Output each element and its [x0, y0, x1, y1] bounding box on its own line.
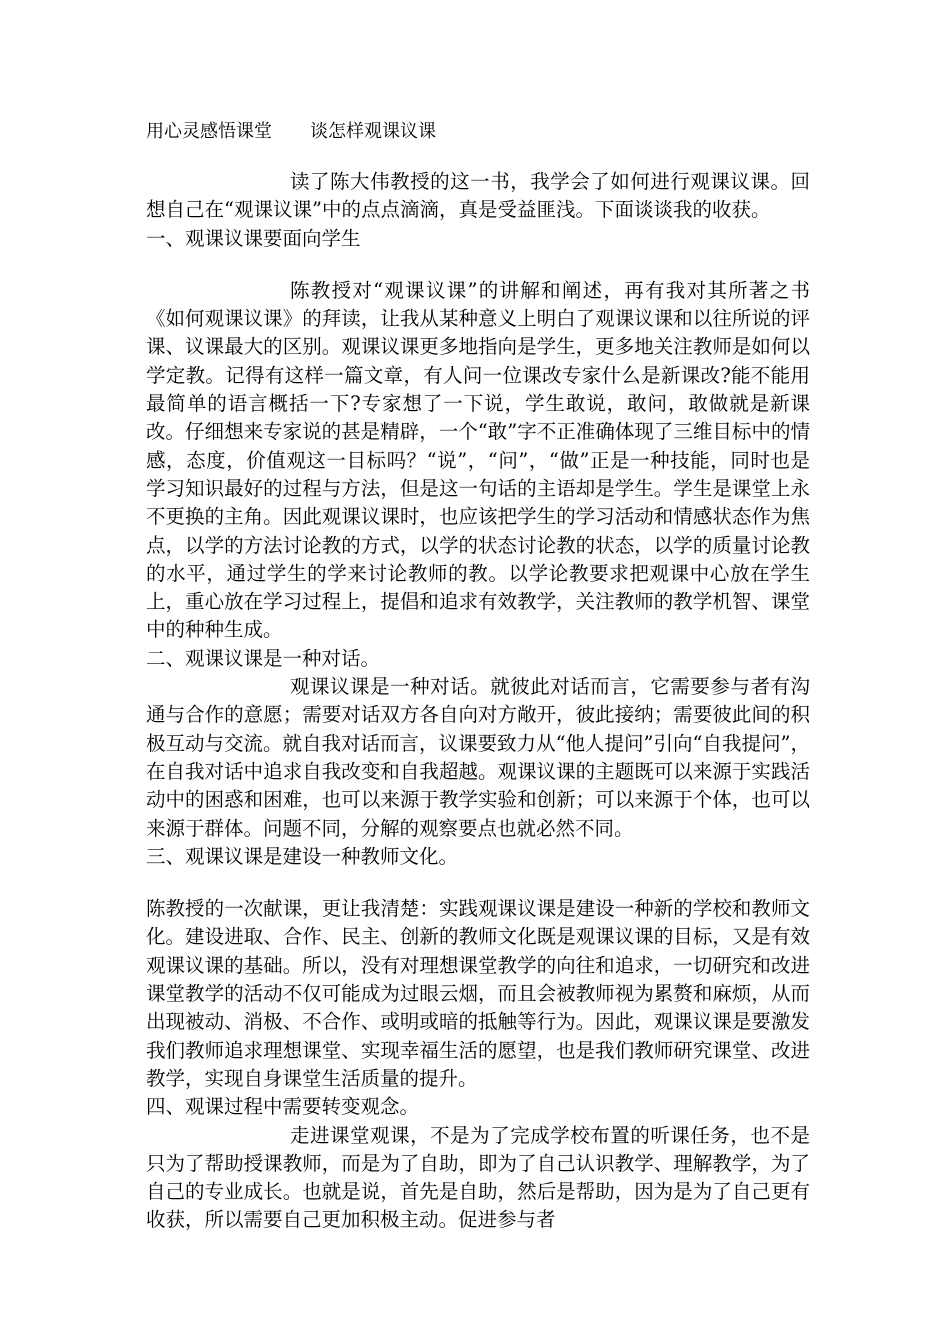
document-title	[146, 118, 810, 146]
section-1-body: 陈教授对“观课议课”的讲解和阐述，再有我对其所著之书《如何观课议课》的拜读，让我从某种意义上明白了观课议课和以往所说的评课、议课最大的区别。观课议课更多地指向是学生，更多地关注教师是如何以学定教。记得有这样一篇文章，有人问一位课改专家什么是新课改?能不能用最简单的语言概括一下?专家想了一下说，学生敢说，敢问，敢做就是新课改。仔细想来专家说的甚是精辟，一个“敢”字不正准确体现了三维目标中的情感，态度，价值观这一目标吗？“说”，“问”，“做”正是一种技能，同时也是学习知识最好的过程与方法，但是这一句话的主语却是学生。学生是课堂上永不更换的主角。因此观课议课时，也应该把学生的学习活动和情感状态作为焦点，以学的方法讨论教的方式，以学的状态讨论教的状态，以学的质量讨论教的水平，通过学生的学来讨论教师的教。以学论教要求把观课中心放在学生上，重心放在学习过程上，提倡和追求有效教学，关注教师的教学机智、课堂中的种种生成。	[146, 278, 810, 642]
title-subtitle: 谈怎样观课议课	[310, 121, 436, 142]
title-main: 用心灵感悟课堂	[146, 121, 272, 142]
section-2-body: 观课议课是一种对话。就彼此对话而言，它需要参与者有沟通与合作的意愿；需要对话双方各自向对方敞开，彼此接纳；需要彼此间的积极互动与交流。就自我对话而言，议课要致力从“他人提问”引向“自我提问”，在自我对话中追求自我改变和自我超越。观课议课的主题既可以来源于实践活动中的困惑和困难，也可以来源于教学实验和创新；可以来源于个体，也可以来源于群体。问题不同，分解的观察要点也就必然不同。	[146, 675, 810, 840]
section-3-body: 陈教授的一次献课，更让我清楚：实践观课议课是建设一种新的学校和教师文化。建设进取、合作、民主、创新的教师文化既是观课议课的目标，又是有效观课议课的基础。所以，没有对理想课堂教学的向往和追求，一切研究和改进课堂教学的活动不仅可能成为过眼云烟，而且会被教师视为累赘和麻烦，从而出现被动、消极、不合作、或明或暗的抵触等行为。因此，观课议课是要激发我们教师追求理想课堂、实现幸福生活的愿望，也是我们教师研究课堂、改进教学，实现自身课堂生活质量的提升。	[146, 897, 810, 1090]
section-1-heading: 一、观课议课要面向学生	[146, 226, 361, 250]
section-2-heading: 二、观课议课是一种对话。	[146, 646, 381, 670]
intro-paragraph: 读了陈大伟教授的这一书，我学会了如何进行观课议课。回想自己在“观课议课”中的点点滴滴，真是受益匪浅。下面谈谈我的收获。	[146, 170, 810, 222]
section-4-body: 走进课堂观课，不是为了完成学校布置的听课任务，也不是只为了帮助授课教师，而是为了自助，即为了自己认识教学、理解教学，为了自己的专业成长。也就是说，首先是自助，然后是帮助，因为是为了自己更有收获，所以需要自己更加积极主动。促进参与者	[146, 1123, 810, 1232]
section-4-heading: 四、观课过程中需要转变观念。	[146, 1095, 420, 1119]
document-page	[146, 118, 810, 1235]
section-3-heading: 三、观课议课是建设一种教师文化。	[146, 844, 459, 868]
